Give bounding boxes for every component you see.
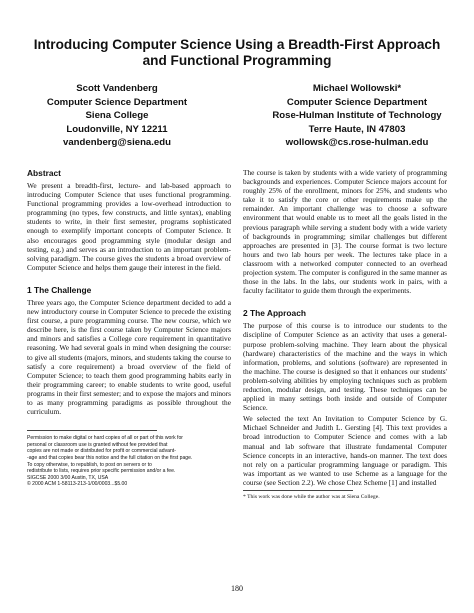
author-location: Terre Haute, IN 47803 [308,123,406,135]
abstract-text: We present a breadth-first, lecture- and lab-based approach to introducing Computer Science that uses functional programming. Functional programming provides a low-overhead introduction to programming (no types, few constructs, and little syntax), enabling students to write, in their first semester, programs sophisticated enough to exemplify important concepts of Computer Science. It also encourages good programming style (modular design and testing, e.g.) and serves as an introduction to an important problem-solving paradigm. The course gives the students a broad overview of Computer Science and helps them gauge their interest in the field. [27,181,231,272]
page-number: 180 [231,584,243,593]
author-block-1 [12,82,222,150]
author-email: vandenberg@siena.edu [63,137,171,149]
permission-line: To copy otherwise, to republish, to post on servers or to [27,461,152,468]
right-column [243,168,447,501]
author-location: Loudonville, NY 12211 [66,123,168,135]
abstract-heading: Abstract [27,168,61,178]
author-institution: Siena College [85,110,149,122]
section-2-paragraph-1: The purpose of this course is to introduce our students to the discipline of Computer Science as an activity that uses a general-purpose problem-solving machine. They learn about the physical (hardware) characteristics of the machine and the ways in which information, problems, and solutions (software) are represented in the machine. The course is designed so that it enhances our students' problem-solving abilities by employing techniques such as problem reduction, modular design, and testing. These techniques can be applied in many settings both inside and outside of Computer Science. [243,321,447,413]
paper-title [20,37,454,69]
author-department: Computer Science Department [46,96,188,108]
title-line-1: Introducing Computer Science Using a Breadth-First Approach [33,37,441,52]
footnote: * This work was done while the author was at Siena College. [243,490,353,501]
section-1-heading: 1 The Challenge [27,284,92,295]
title-line-2: and Functional Programming [142,53,332,68]
copyright-line: © 2000 ACM 1-58113-213-1/00/0003...$5.00 [27,481,128,488]
left-column [27,168,231,488]
section-1-text: Three years ago, the Computer Science department decided to add a new introductory course in Computer Science to precede the existing first course, a pure programming course. The new course, which we describe here, is the first course taken by Computer Science majors and minors and satisfies a College core requirement in quantitative reasoning. We had several goals in mind when designing the course: to give all students (majors, minors, and students taking the course to satisfy a core requirement) a broad overview of the field of Computer Science; to teach them good programming habits early in their programming career; to enable students to write good, useful programs in their first semester; and to expose the majors and minors to as many programming paradigms as possible throughout the curriculum. [27,297,231,417]
permission-line: -age and that copies bear this notice and the full citation on the first page. [27,454,193,461]
author-name: Scott Vandenberg [76,83,158,94]
author-block-2 [252,82,462,150]
section-2-heading: 2 The Approach [243,308,306,319]
author-institution: Rose-Hulman Institute of Technology [272,110,442,122]
section-2-paragraph-2: We selected the text An Invitation to Computer Science by G. Michael Schneider and Judith L. Gersting [4]. This text provides a broad introduction to Computer Science and comes with a lab manual and lab software that illustrate fundamental Computer Science concepts in an interactive, hands-on manner. The text does not rely on a particular programming language or paradigm. This was important as we wanted to use Scheme as a language for the course (see Section 2.2). We chose Chez Scheme [1] and installed [243,414,447,487]
conference-line: SIGCSE 2000 3/00 Austin, TX, USA [27,474,109,481]
permission-notice [27,430,193,488]
course-description-text: The course is taken by students with a wide variety of programming backgrounds and experiences. Computer Science majors account for roughly 25% of the enrollment, minors for 25%, and students who take it to satisfy the core or other requirements make up the remainder. An important challenge was to choose a software environment that would enable us to meet all the goals listed in the previous paragraph while serving a student body with a wide variety of backgrounds in programming; similar challenges but different approaches are presented in [3]. The course format is two lecture hours and two lab hours per week. The lectures take place in a classroom with a networked computer connected to an overhead projection system. The computer is configured in the same manner as those in the labs. In the labs, our students work in pairs, with a faculty facilitator to guide them through the experiments. [243,168,448,296]
permission-line: redistribute to lists, requires prior specific permission and/or a fee. [27,468,176,475]
author-email: wollowsk@cs.rose-hulman.edu [285,137,429,149]
permission-line: personal or classroom use is granted without fee provided that [27,441,168,448]
author-name: Michael Wollowski* [312,83,402,94]
permission-line: copies are not made or distributed for profit or commercial advant- [27,448,176,455]
permission-line: Permission to make digital or hard copies of all or part of this work for [27,435,183,442]
author-department: Computer Science Department [286,96,428,108]
